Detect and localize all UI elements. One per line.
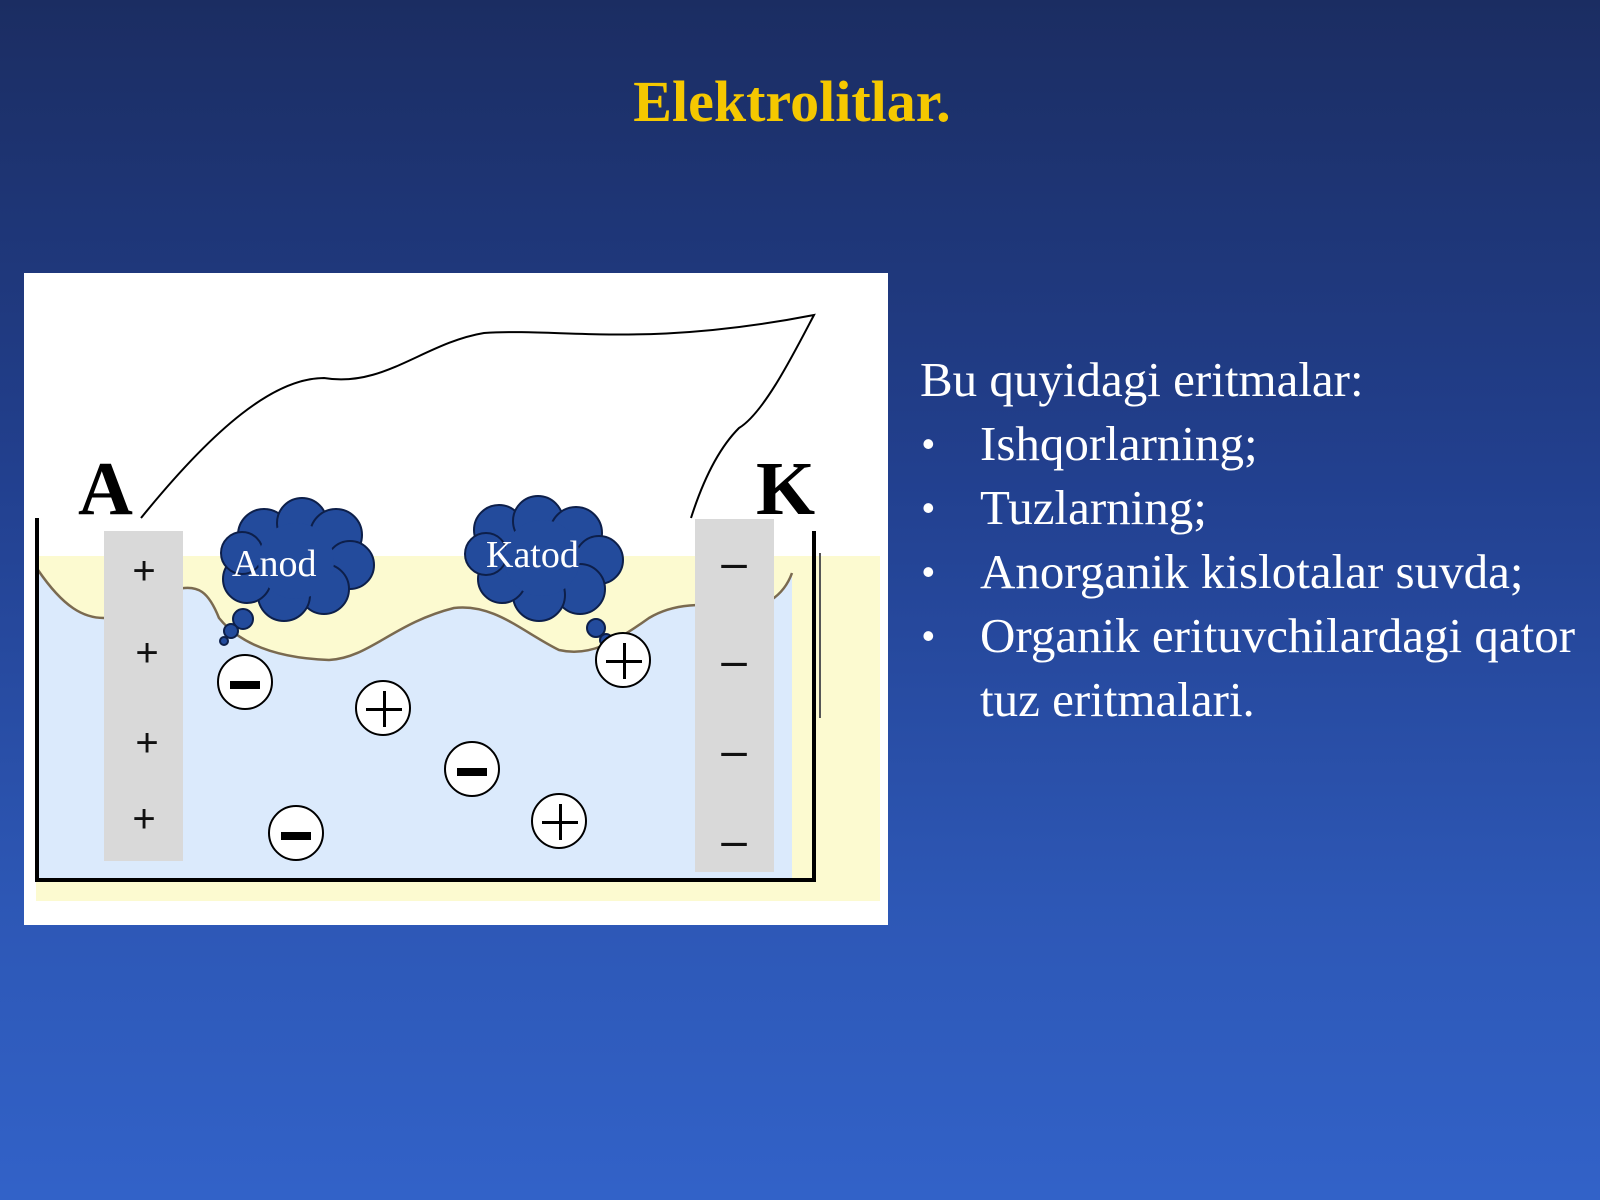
cathode-sign: – bbox=[721, 814, 747, 866]
bullet-icon: • bbox=[922, 615, 935, 656]
cation bbox=[355, 680, 411, 736]
list-item bbox=[920, 412, 1600, 476]
description-text bbox=[920, 348, 1600, 732]
electrolysis-diagram bbox=[24, 273, 888, 925]
cation bbox=[595, 632, 651, 688]
connecting-wire bbox=[141, 315, 814, 518]
bullet-icon: • bbox=[922, 423, 935, 464]
slide-title: Elektrolitlar. bbox=[633, 69, 951, 134]
list-item-text: Ishqorlarning; bbox=[980, 416, 1258, 471]
list-item-text: Anorganik kislotalar suvda; bbox=[980, 544, 1524, 599]
bullet-icon: • bbox=[922, 487, 935, 528]
anion bbox=[268, 805, 324, 861]
anion bbox=[444, 741, 500, 797]
anode-sign: + bbox=[132, 549, 156, 593]
intro-line: Bu quyidagi eritmalar: bbox=[920, 352, 1364, 407]
bullet-icon: • bbox=[922, 551, 935, 592]
anode-letter: A bbox=[78, 447, 133, 531]
list-item-text: Organik erituvchilardagi qator tuz eritmalari. bbox=[980, 608, 1576, 727]
anode-sign: + bbox=[132, 797, 156, 841]
list-item-text: Tuzlarning; bbox=[980, 480, 1207, 535]
anion bbox=[217, 654, 273, 710]
anode-sign: + bbox=[135, 631, 159, 675]
electrolyte-list bbox=[920, 412, 1600, 732]
cation bbox=[531, 793, 587, 849]
cathode-letter: K bbox=[756, 447, 816, 531]
cathode-sign: – bbox=[721, 724, 747, 776]
anode-sign: + bbox=[135, 721, 159, 765]
anode-label: Anod bbox=[232, 543, 317, 585]
list-item bbox=[920, 604, 1600, 732]
cathode-sign: – bbox=[721, 536, 747, 588]
cathode-label: Katod bbox=[486, 534, 579, 576]
list-item bbox=[920, 540, 1600, 604]
list-item bbox=[920, 476, 1600, 540]
cathode-sign: – bbox=[721, 634, 747, 686]
